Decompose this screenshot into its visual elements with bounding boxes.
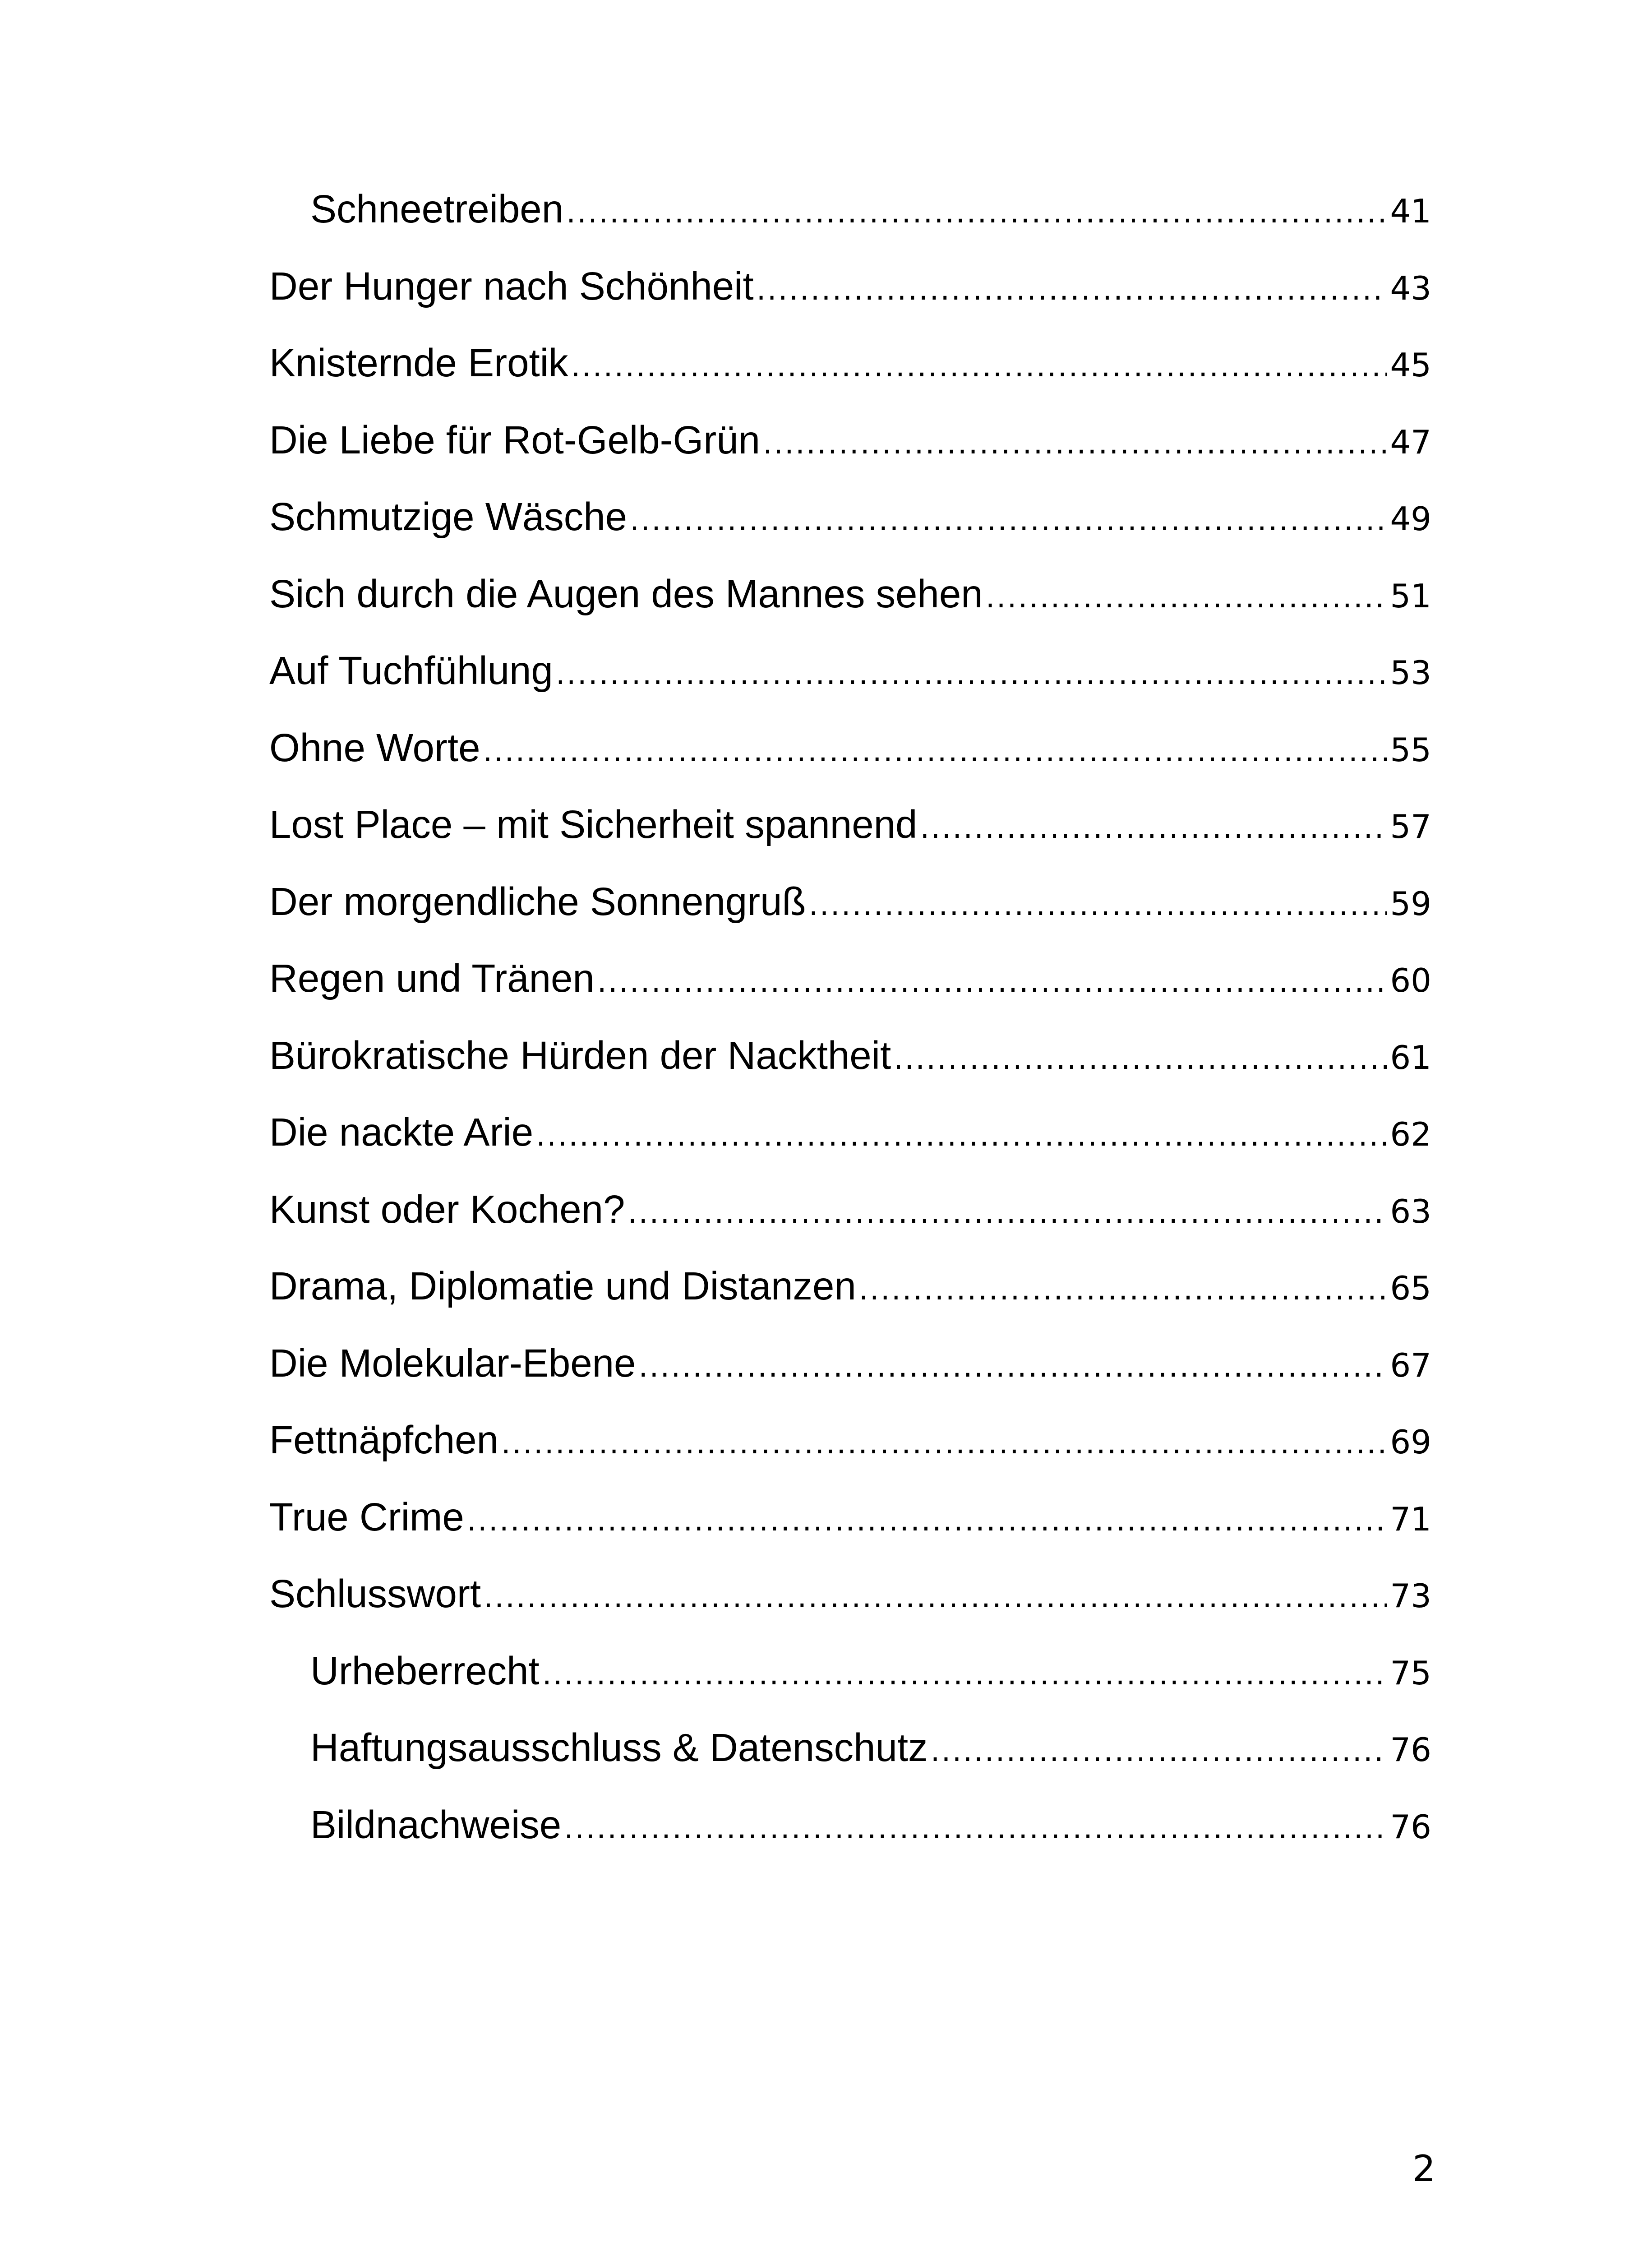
toc-entry-title: Fettnäpfchen	[269, 1418, 498, 1462]
toc-dot-leader	[483, 724, 1387, 778]
toc-entry-page-number: 61	[1390, 1038, 1431, 1077]
toc-entry-page-number: 51	[1390, 577, 1431, 615]
toc-entry-title: Drama, Diplomatie und Distanzen	[269, 1264, 856, 1308]
toc-dot-leader	[467, 1493, 1388, 1548]
toc-entry-page-number: 60	[1390, 962, 1431, 999]
toc-entry[interactable]	[269, 1413, 1431, 1490]
toc-entry-title: Die Molekular-Ebene	[269, 1341, 636, 1385]
toc-entry[interactable]	[269, 1644, 1431, 1721]
toc-entry[interactable]	[269, 1029, 1431, 1106]
toc-dot-leader	[564, 1801, 1387, 1855]
toc-entry[interactable]	[269, 1336, 1431, 1414]
toc-entry[interactable]	[269, 1721, 1431, 1798]
toc-entry-page-number: 59	[1390, 884, 1431, 923]
toc-dot-leader	[757, 263, 1388, 317]
toc-dot-leader	[536, 1109, 1387, 1163]
toc-entry[interactable]	[269, 798, 1431, 875]
toc-entry-page-number: 45	[1390, 346, 1431, 384]
toc-entry[interactable]	[269, 644, 1431, 721]
toc-entry-title: Die Liebe für Rot-Gelb-Grün	[269, 418, 760, 462]
toc-entry[interactable]	[269, 1183, 1431, 1260]
toc-dot-leader	[920, 801, 1387, 855]
toc-entry[interactable]	[269, 336, 1431, 413]
toc-entry-title: Schmutzige Wäsche	[269, 495, 627, 539]
toc-entry-page-number: 65	[1390, 1269, 1431, 1307]
toc-dot-leader	[859, 1262, 1388, 1317]
toc-dot-leader	[501, 1416, 1388, 1470]
toc-entry-page-number: 69	[1390, 1423, 1431, 1461]
toc-entry-page-number: 71	[1390, 1500, 1431, 1538]
table-of-contents	[269, 182, 1431, 1875]
toc-entry-title: Haftungsausschluss & Datenschutz	[310, 1726, 928, 1770]
toc-entry-title: Knisternde Erotik	[269, 341, 568, 385]
toc-entry-page-number: 53	[1390, 654, 1431, 692]
toc-entry-page-number: 62	[1390, 1115, 1431, 1153]
toc-entry[interactable]	[269, 721, 1431, 798]
toc-dot-leader	[809, 878, 1388, 932]
toc-entry-title: Schneetreiben	[310, 187, 564, 231]
toc-entry[interactable]	[269, 1798, 1431, 1875]
toc-entry-title: Kunst oder Kochen?	[269, 1187, 625, 1231]
toc-entry-title: Die nackte Arie	[269, 1110, 534, 1154]
toc-dot-leader	[638, 1340, 1387, 1394]
toc-entry-title: Der morgendliche Sonnengruß	[269, 879, 806, 924]
toc-entry-page-number: 67	[1390, 1346, 1431, 1384]
toc-entry-title: True Crime	[269, 1495, 464, 1539]
toc-entry[interactable]	[269, 567, 1431, 644]
toc-entry[interactable]	[269, 1259, 1431, 1336]
toc-entry-page-number: 55	[1390, 730, 1431, 769]
toc-entry-page-number: 41	[1390, 192, 1431, 230]
toc-entry[interactable]	[269, 413, 1431, 490]
toc-dot-leader	[484, 1570, 1387, 1624]
toc-entry[interactable]	[269, 182, 1431, 259]
toc-entry[interactable]	[269, 1567, 1431, 1644]
toc-dot-leader	[931, 1724, 1388, 1778]
toc-dot-leader	[597, 955, 1388, 1009]
toc-entry[interactable]	[269, 1105, 1431, 1183]
toc-entry-title: Regen und Tränen	[269, 957, 595, 1000]
toc-entry-page-number: 63	[1390, 1192, 1431, 1230]
toc-entry-title: Urheberrecht	[310, 1649, 540, 1693]
toc-dot-leader	[763, 416, 1387, 471]
toc-entry[interactable]	[269, 1490, 1431, 1567]
toc-entry-title: Bildnachweise	[310, 1803, 562, 1847]
toc-entry-page-number: 73	[1390, 1577, 1431, 1615]
toc-dot-leader	[630, 493, 1387, 547]
toc-entry[interactable]	[269, 490, 1431, 567]
toc-entry-page-number: 76	[1390, 1808, 1431, 1846]
toc-entry-title: Sich durch die Augen des Mannes sehen	[269, 572, 983, 616]
toc-entry-page-number: 76	[1390, 1731, 1431, 1769]
toc-entry-title: Ohne Worte	[269, 726, 480, 770]
toc-entry-title: Der Hunger nach Schönheit	[269, 264, 754, 308]
toc-entry[interactable]	[269, 259, 1431, 337]
toc-dot-leader	[566, 185, 1387, 240]
toc-entry-title: Lost Place – mit Sicherheit spannend	[269, 803, 918, 846]
page-number: 2	[1412, 2148, 1435, 2190]
toc-entry[interactable]	[269, 875, 1431, 952]
toc-entry-page-number: 47	[1390, 423, 1431, 461]
toc-entry-page-number: 57	[1390, 808, 1431, 846]
toc-entry-title: Schlusswort	[269, 1572, 481, 1616]
toc-dot-leader	[556, 647, 1388, 701]
toc-entry-title: Auf Tuchfühlung	[269, 649, 553, 693]
toc-dot-leader	[571, 339, 1387, 393]
toc-entry-page-number: 75	[1390, 1654, 1431, 1692]
toc-entry-title: Bürokratische Hürden der Nacktheit	[269, 1033, 891, 1077]
toc-dot-leader	[628, 1186, 1387, 1240]
toc-entry-page-number: 43	[1390, 269, 1431, 307]
toc-entry[interactable]	[269, 952, 1431, 1029]
toc-dot-leader	[894, 1032, 1387, 1086]
toc-entry-page-number: 49	[1390, 500, 1431, 538]
toc-dot-leader	[542, 1647, 1388, 1701]
toc-dot-leader	[986, 570, 1388, 624]
